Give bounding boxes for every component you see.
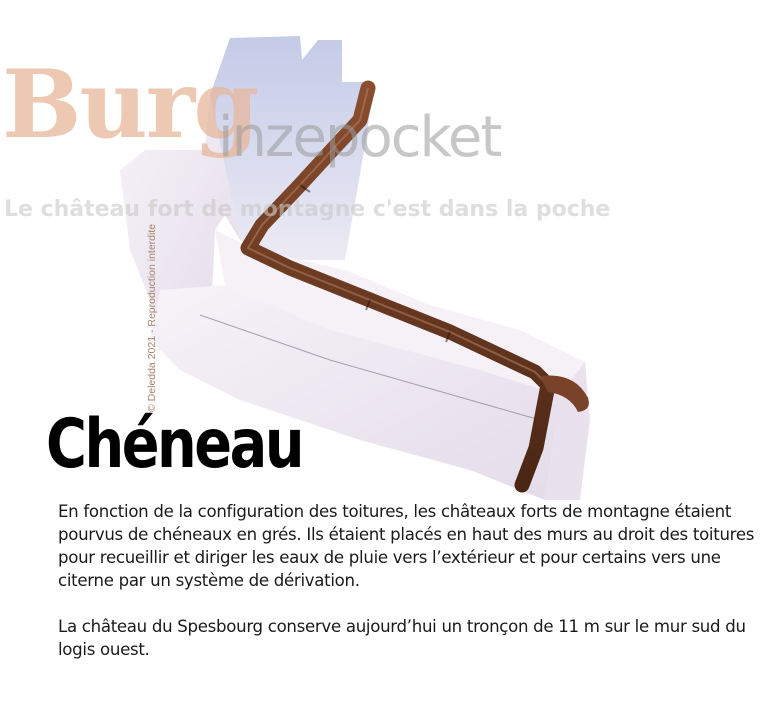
watermark-tagline: Le château fort de montagne c'est dans la poche [4,197,611,222]
paragraph: La château du Spesbourg conserve aujourd’hui un tronçon de 11 m sur le mur sud du logis ouest. [58,617,746,659]
watermark-brand-burg: Burg [2,50,258,160]
watermark-brand-pocket: inzepocket [218,105,501,170]
copyright-credit: © Deledda 2021 - Reproduction interdite [146,223,158,412]
description-text [58,500,758,684]
page-title: Chéneau [46,405,303,484]
paragraph: En fonction de la configuration des toitures, les châteaux forts de montagne étaient pourvus de chéneaux en grés. Ils étaient placés en haut des murs au droit des toitures pour recueillir et diriger les eaux de pluie vers l’extérieur et pour certains vers une citerne par un système de dérivation. [58,502,755,590]
